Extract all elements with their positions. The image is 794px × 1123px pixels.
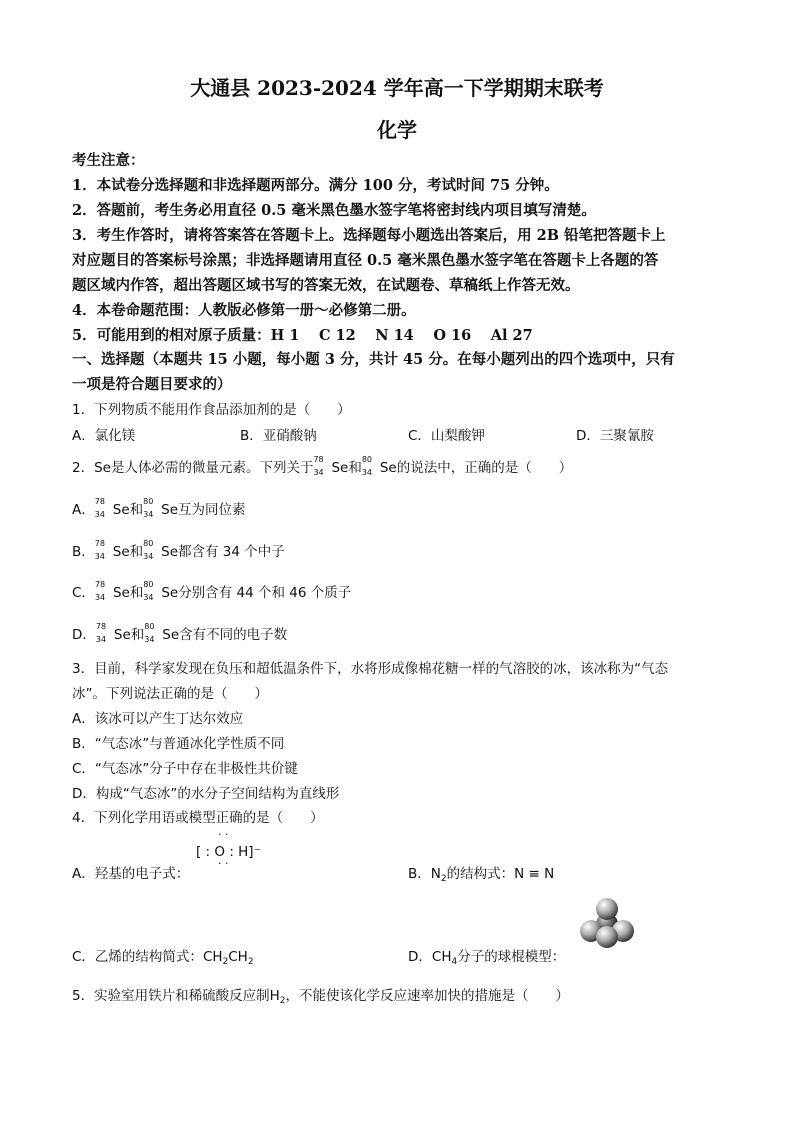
methane-ball-stick-model-image (578, 897, 636, 951)
q5-stem: 5．实验室用铁片和稀硫酸反应制$H_2$，不能使该化学反应速率加快的措施是（ ） (72, 988, 569, 1006)
q2-option-c: C． 78 34 Se和 80 34 Se分别含有 44 个和 46 个质子 (72, 580, 352, 602)
section-heading-cont: 一项是符合题目要求的） (72, 376, 232, 393)
q1-option-a: A．氯化镁 (72, 428, 136, 444)
q4-option-a: A．羟基的电子式： (72, 866, 190, 882)
note-3-cont-2: 题区域内作答，超出答题区域书写的答案无效，在试题卷、草稿纸上作答无效。 (72, 277, 580, 294)
q1-option-c: C．山梨酸钾 (408, 428, 485, 444)
q4-option-b: B．$N_2$的结构式：N ≡ N (408, 866, 555, 884)
q1-option-b: B．亚硝酸钠 (240, 428, 317, 444)
notes-heading: 考生注意： (72, 152, 145, 169)
note-5: 5．可能用到的相对原子质量：H 1 C 12 N 14 O 16 Al 27 (72, 327, 533, 344)
section-heading: 一、选择题（本题共 15 小题，每小题 3 分，共计 45 分。在每小题列出的四个选项中，只有 (72, 351, 675, 368)
q4-stem: 4．下列化学用语或模型正确的是（ ） (72, 810, 324, 826)
electron-dots-top: · · (218, 828, 229, 841)
isotope-se80: 80 34 (361, 455, 373, 477)
isotope-se78: 78 34 (313, 455, 324, 477)
hydroxyl-electron-formula: [ : O : H]⁻ (196, 844, 261, 860)
q2-option-b: B． 78 34 Se和 80 34 Se都含有 34 个中子 (72, 539, 285, 561)
note-3-cont-1: 对应题目的答案标号涂黑；非选择题请用直径 0.5 毫米黑色墨水签字笔在答题卡上各题的答 (72, 252, 659, 269)
q4-option-d: D．$CH_4$分子的球棍模型： (408, 949, 566, 967)
q3-option-c: C．“气态冰”分子中存在非极性共价键 (72, 761, 298, 777)
note-4: 4．本卷命题范围：人教版必修第一册～必修第二册。 (72, 302, 416, 319)
note-1: 1．本试卷分选择题和非选择题两部分。满分 100 分，考试时间 75 分钟。 (72, 177, 559, 194)
note-3: 3．考生作答时，请将答案答在答题卡上。选择题每小题选出答案后，用 2B 铅笔把答题卡上 (72, 227, 666, 244)
electron-dots-bottom: · · (218, 857, 229, 870)
q3-option-a: A．该冰可以产生丁达尔效应 (72, 711, 244, 727)
exam-title: 大通县 2023-2024 学年高一下学期期末联考 (190, 76, 604, 100)
q3-stem-line1: 3．目前，科学家发现在负压和超低温条件下，水将形成像棉花糖一样的气溶胶的冰，该冰称为“气态 (72, 661, 669, 677)
q1-option-d: D．三聚氰胺 (576, 428, 654, 444)
q2-stem: 2．Se是人体必需的微量元素。下列关于 78 34 Se和 80 34 Se的说法中，正确的是（ ） (72, 455, 573, 477)
q2-option-a: A． 78 34 Se和 80 34 Se互为同位素 (72, 497, 246, 519)
subject-title: 化学 (377, 118, 417, 142)
q4-option-c: C．乙烯的结构简式：$CH_2CH_2$ (72, 949, 254, 967)
q2-stem-pre: 2．Se是人体必需的微量元素。下列关于 (72, 460, 314, 476)
q3-option-d: D．构成“气态冰”的水分子空间结构为直线形 (72, 786, 340, 802)
q1-stem: 1．下列物质不能用作食品添加剂的是（ ） (72, 402, 351, 418)
note-2: 2．答题前，考生务必用直径 0.5 毫米黑色墨水签字笔将密封线内项目填写清楚。 (72, 202, 596, 219)
q2-option-d: D． 78 34 Se和 80 34 Se含有不同的电子数 (72, 622, 288, 644)
q3-option-b: B．“气态冰”与普通冰化学性质不同 (72, 736, 285, 752)
q3-stem-line2: 冰”。下列说法正确的是（ ） (72, 686, 268, 702)
